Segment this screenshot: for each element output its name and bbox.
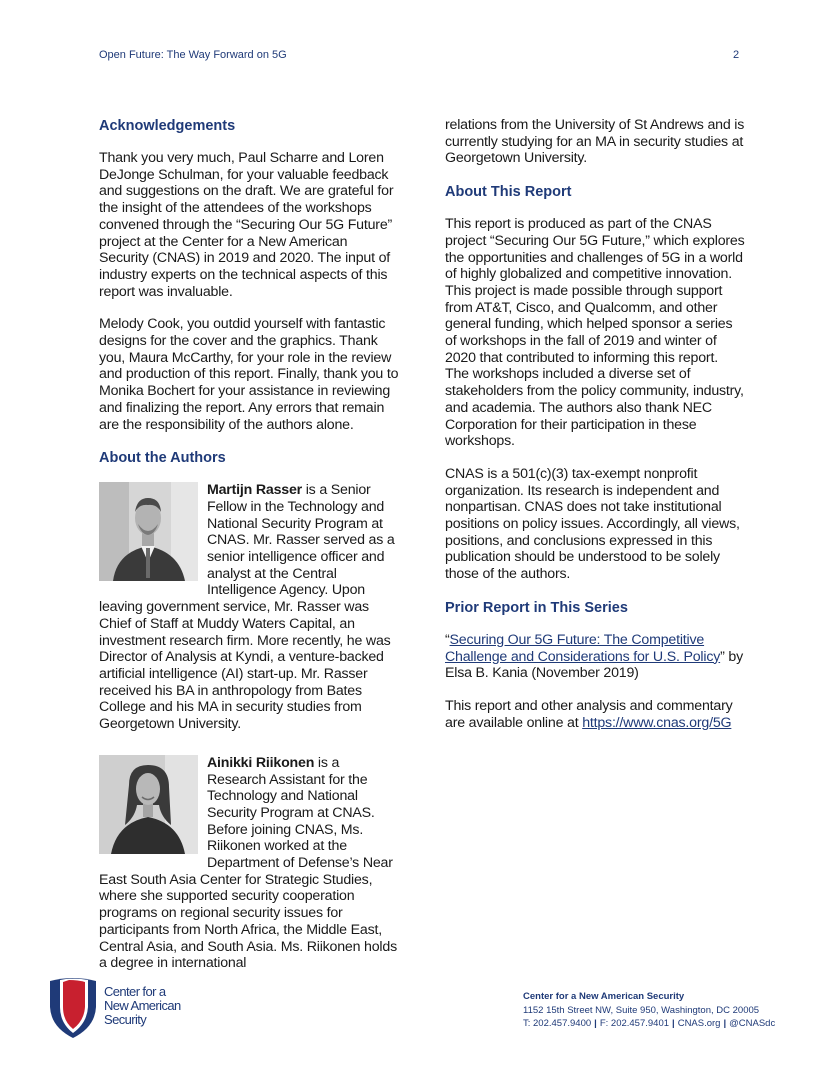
author-photo-rasser [99,482,198,581]
author-name-rasser: Martijn Rasser [207,482,302,499]
footer-contact [523,990,775,1031]
author-bio-riikonen [99,755,399,972]
author-bio-text-rasser: is a Senior Fellow in the Technology and National Security Program at CNAS. Mr. Rasser served as a senior intelligence officer and analyst at the Central Intelligence Agency. Upon leaving government service, Mr. Rasser was Chief of Staff at Muddy Waters Capital, an investment research firm. More recently, he was Director of Analysis at Kyndi, a venture-backed artificial intelligence (AI) start-up. Mr. Rasser received his BA in anthropology from Bates College and his MA in security studies from Georgetown University. [99,482,395,733]
footer-website-link[interactable]: CNAS.org [677,1018,721,1029]
right-column [445,117,745,747]
page-number: 2 [733,49,740,61]
footer-contact-line [523,1017,775,1031]
footer-phone: T: 202.457.9400 [523,1018,592,1029]
cnas-logo[interactable] [48,977,188,1041]
logo-line-3: Security [104,1012,147,1027]
footer-fax: F: 202.457.9401 [599,1018,670,1029]
about-authors-heading: About the Authors [99,450,226,467]
separator: | [672,1018,675,1029]
online-link[interactable]: https://www.cnas.org/5G [582,714,732,731]
about-report-heading: About This Report [445,184,572,201]
online-availability [445,698,745,731]
logo-wordmark [104,985,181,1027]
author-bio-riikonen-continued: relations from the University of St Andrews and is currently studying for an MA in security studies at Georgetown University. [445,117,745,167]
author-photo-riikonen [99,755,198,854]
logo-line-2: New American [104,998,181,1013]
acknowledgements-paragraph-1: Thank you very much, Paul Scharre and Loren DeJonge Schulman, for your valuable feedback and suggestions on the draft. We are grateful for the insight of the attendees of the workshops convened through the “Securing Our 5G Future” project at the Center for a New American Security (CNAS) in 2019 and 2020. The input of industry experts on the technical aspects of this report was invaluable. [99,150,394,300]
open-quote: “ [445,631,450,648]
running-header-title: Open Future: The Way Forward on 5G [99,49,287,61]
acknowledgements-paragraph-2: Melody Cook, you outdid yourself with fantastic designs for the cover and the graphics. Thank you, Maura McCarthy, for your role in the review and production of this report. Finally, thank you to Monika Bochert for your assistance in reviewing and finalizing the report. Any errors that remain are the responsibility of the authors alone. [99,316,399,433]
prior-report-heading: Prior Report in This Series [445,599,628,616]
author-bio-text-riikonen: is a Research Assistant for the Technology and National Security Program at CNAS. Before joining CNAS, Ms. Riikonen worked at the Department of Defense’s Near East South Asia Center for Strategic Studies, where she supported security cooperation programs on regional security issues for participants from North Africa, the Middle East, Central Asia, and South Asia. Ms. Riikonen holds a degree in international [99,754,397,972]
prior-report-byline: by Elsa B. Kania (November 2019) [445,648,743,682]
prior-report-link[interactable]: Securing Our 5G Future: The Competitive Challenge and Considerations for U.S. Policy [445,631,721,665]
acknowledgements-heading: Acknowledgements [99,118,236,134]
about-report-paragraph-1: This report is produced as part of the CNAS project “Securing Our 5G Future,” which explores the opportunities and challenges of 5G in a world of highly globalized and competitive innovation. This project is made possible through support from AT&T, Cisco, and Qualcomm, and other general funding, which helped sponsor a series of workshops in the fall of 2019 and winter of 2020 that contributed to informing this report. The workshops included a diverse set of stakeholders from the policy community, industry, and academia. The authors also thank NEC Corporation for their participation in these workshops. [445,216,745,450]
portrait-image [99,482,198,581]
footer-twitter-link[interactable]: @CNASdc [729,1018,776,1029]
footer-address: 1152 15th Street NW, Suite 950, Washington, DC 20005 [523,1004,760,1016]
logo-line-1: Center for a [104,984,166,999]
separator: | [594,1018,597,1029]
footer-org-name: Center for a New American Security [523,991,685,1002]
author-bio-rasser [99,482,399,733]
shield-icon [48,977,98,1039]
author-name-riikonen: Ainikki Riikonen [207,754,315,771]
close-quote: ” [720,648,725,665]
about-report-paragraph-2: CNAS is a 501(c)(3) tax-exempt nonprofit organization. Its research is independent and nonpartisan. CNAS does not take institutional positions on policy issues. Accordingly, all views, positions, and conclusions expressed in this publication should be understood to be solely those of the authors. [445,465,740,583]
prior-report-citation [445,632,745,682]
portrait-image [99,755,198,854]
left-column [99,117,399,994]
online-text: This report and other analysis and commentary are available online at [445,697,733,731]
separator: | [723,1018,727,1029]
